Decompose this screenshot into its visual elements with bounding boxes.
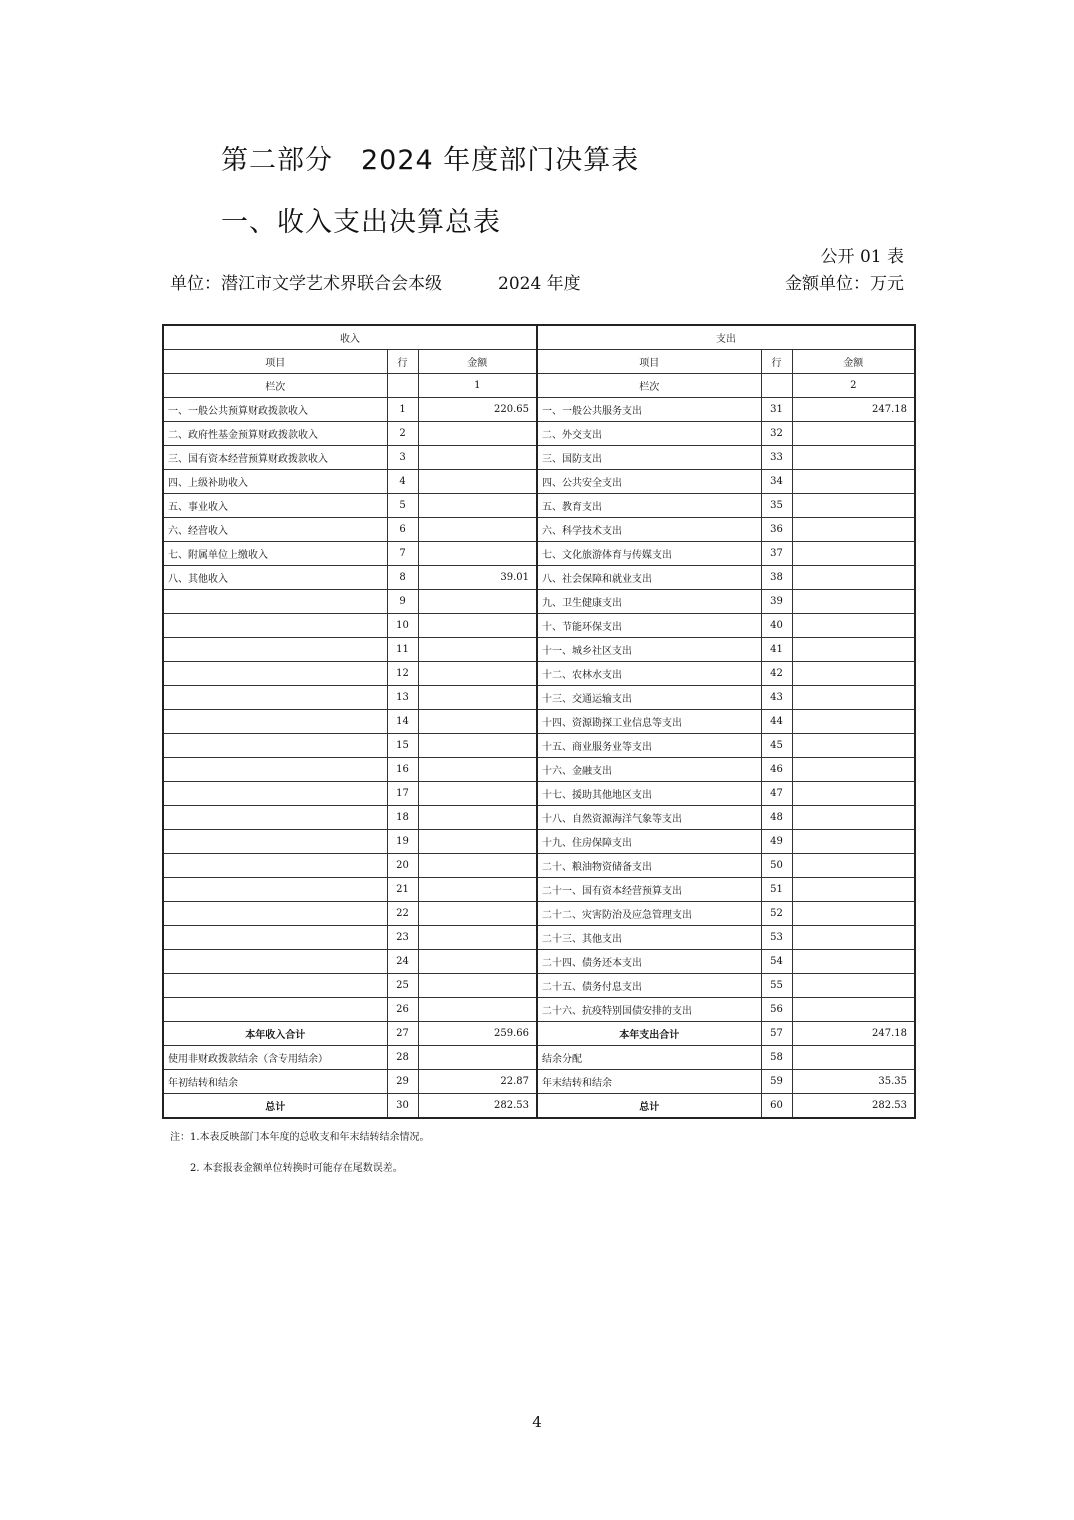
- income-amount-cell: [418, 806, 537, 830]
- expense-row-number-cell: 36: [761, 518, 792, 542]
- income-amount-cell: [418, 950, 537, 974]
- income-amount-header: 金额: [418, 350, 537, 374]
- expense-row-number-cell: 32: [761, 422, 792, 446]
- income-item-cell: [163, 734, 387, 758]
- expense-amount-cell: [792, 446, 915, 470]
- expense-amount-cell: [792, 494, 915, 518]
- expense-amount-cell: [792, 686, 915, 710]
- expense-item-cell: 总计: [537, 1094, 761, 1119]
- table-row: [163, 686, 915, 710]
- income-item-cell: 年初结转和结余: [163, 1070, 387, 1094]
- expense-row-number-cell: 48: [761, 806, 792, 830]
- table-row: [163, 662, 915, 686]
- table-row: [163, 494, 915, 518]
- table-row: [163, 974, 915, 998]
- expense-row-number-cell: 43: [761, 686, 792, 710]
- income-amount-cell: [418, 446, 537, 470]
- expense-row-number-cell: 56: [761, 998, 792, 1022]
- expense-row-number-cell: 44: [761, 710, 792, 734]
- table-row: [163, 590, 915, 614]
- expense-item-cell: 本年支出合计: [537, 1022, 761, 1046]
- expense-row-number-cell: 41: [761, 638, 792, 662]
- expense-item-cell: 六、科学技术支出: [537, 518, 761, 542]
- page-title: 第二部分 2024 年度部门决算表: [221, 145, 640, 176]
- income-row-number-cell: 27: [387, 1022, 418, 1046]
- expense-amount-cell: [792, 614, 915, 638]
- expense-item-cell: 十四、资源勘探工业信息等支出: [537, 710, 761, 734]
- expense-item-cell: 二十三、其他支出: [537, 926, 761, 950]
- income-item-cell: 使用非财政拨款结余（含专用结余）: [163, 1046, 387, 1070]
- table-row: [163, 638, 915, 662]
- income-row-number-cell: 28: [387, 1046, 418, 1070]
- expense-amount-cell: [792, 854, 915, 878]
- income-amount-cell: [418, 734, 537, 758]
- expense-item-cell: 二十一、国有资本经营预算支出: [537, 878, 761, 902]
- expense-amount-cell: 247.18: [792, 1022, 915, 1046]
- expense-item-cell: 十八、自然资源海洋气象等支出: [537, 806, 761, 830]
- expense-item-cell: 七、文化旅游体育与传媒支出: [537, 542, 761, 566]
- income-amount-cell: 220.65: [418, 398, 537, 422]
- income-amount-cell: [418, 470, 537, 494]
- table-row: [163, 710, 915, 734]
- income-item-cell: [163, 854, 387, 878]
- income-row-number-cell: 21: [387, 878, 418, 902]
- income-amount-cell: [418, 974, 537, 998]
- table-row: [163, 566, 915, 590]
- income-item-cell: [163, 902, 387, 926]
- table-row: [163, 1046, 915, 1070]
- income-row-number-cell: 18: [387, 806, 418, 830]
- income-header: 收入: [163, 325, 537, 350]
- expense-amount-cell: 35.35: [792, 1070, 915, 1094]
- income-amount-cell: [418, 518, 537, 542]
- income-amount-cell: [418, 854, 537, 878]
- income-amount-cell: [418, 998, 537, 1022]
- income-row-number-cell: 11: [387, 638, 418, 662]
- income-row-number-cell: 17: [387, 782, 418, 806]
- table-row: [163, 1094, 915, 1119]
- income-amount-cell: [418, 902, 537, 926]
- income-amount-cell: [418, 542, 537, 566]
- table-row: [163, 518, 915, 542]
- income-row-number-cell: 7: [387, 542, 418, 566]
- expense-amount-cell: [792, 590, 915, 614]
- expense-item-cell: 一、一般公共服务支出: [537, 398, 761, 422]
- expense-amount-cell: [792, 950, 915, 974]
- income-row-number-cell: 12: [387, 662, 418, 686]
- income-row-number-cell: 22: [387, 902, 418, 926]
- income-item-cell: 三、国有资本经营预算财政拨款收入: [163, 446, 387, 470]
- expense-row-number-cell: 40: [761, 614, 792, 638]
- table-column-header-row: [163, 350, 915, 374]
- expense-amount-cell: [792, 998, 915, 1022]
- income-row-number-cell: 23: [387, 926, 418, 950]
- expense-amount-cell: [792, 566, 915, 590]
- expense-amount-cell: [792, 782, 915, 806]
- expense-amount-cell: [792, 926, 915, 950]
- income-item-cell: [163, 638, 387, 662]
- expense-lanci-number: 2: [792, 374, 915, 398]
- income-item-cell: [163, 686, 387, 710]
- expense-amount-cell: [792, 902, 915, 926]
- expense-item-cell: 十三、交通运输支出: [537, 686, 761, 710]
- income-amount-cell: [418, 878, 537, 902]
- income-item-cell: [163, 878, 387, 902]
- table-row: [163, 446, 915, 470]
- income-row-header: 行: [387, 350, 418, 374]
- expense-row-number-cell: 50: [761, 854, 792, 878]
- expense-amount-cell: [792, 974, 915, 998]
- expense-amount-cell: [792, 1046, 915, 1070]
- year-label: 2024 年度: [498, 274, 581, 294]
- expense-item-cell: 十五、商业服务业等支出: [537, 734, 761, 758]
- table-row: [163, 422, 915, 446]
- table-row: [163, 998, 915, 1022]
- expense-row-number-cell: 57: [761, 1022, 792, 1046]
- expense-row-header: 行: [761, 350, 792, 374]
- expense-amount-cell: 282.53: [792, 1094, 915, 1119]
- table-row: [163, 878, 915, 902]
- income-item-cell: [163, 926, 387, 950]
- income-amount-cell: [418, 1046, 537, 1070]
- income-amount-cell: [418, 782, 537, 806]
- income-item-cell: [163, 806, 387, 830]
- expense-row-number-cell: 35: [761, 494, 792, 518]
- expense-row-number-cell: 45: [761, 734, 792, 758]
- expense-item-cell: 五、教育支出: [537, 494, 761, 518]
- table-row: [163, 854, 915, 878]
- expense-item-cell: 二、外交支出: [537, 422, 761, 446]
- table-row: [163, 950, 915, 974]
- expense-item-cell: 二十二、灾害防治及应急管理支出: [537, 902, 761, 926]
- expense-amount-cell: [792, 542, 915, 566]
- table-row: [163, 1022, 915, 1046]
- income-row-number-cell: 9: [387, 590, 418, 614]
- table-row: [163, 470, 915, 494]
- table-section-header-row: [163, 325, 915, 350]
- income-amount-cell: [418, 614, 537, 638]
- income-amount-cell: 282.53: [418, 1094, 537, 1119]
- table-row: [163, 758, 915, 782]
- income-row-number-cell: 14: [387, 710, 418, 734]
- income-item-cell: 七、附属单位上缴收入: [163, 542, 387, 566]
- expense-amount-cell: [792, 830, 915, 854]
- expense-item-cell: 二十四、债务还本支出: [537, 950, 761, 974]
- expense-row-number-cell: 53: [761, 926, 792, 950]
- table-row: [163, 830, 915, 854]
- expense-amount-header: 金额: [792, 350, 915, 374]
- expense-item-cell: 年末结转和结余: [537, 1070, 761, 1094]
- income-item-cell: [163, 614, 387, 638]
- income-item-cell: [163, 590, 387, 614]
- income-item-cell: [163, 998, 387, 1022]
- income-row-number-cell: 1: [387, 398, 418, 422]
- income-row-number-cell: 25: [387, 974, 418, 998]
- expense-amount-cell: [792, 638, 915, 662]
- expense-row-number-cell: 39: [761, 590, 792, 614]
- money-unit-label: 金额单位：万元: [785, 274, 904, 294]
- expense-row-number-cell: 58: [761, 1046, 792, 1070]
- table-row: [163, 806, 915, 830]
- income-item-cell: [163, 710, 387, 734]
- expense-row-number-cell: 47: [761, 782, 792, 806]
- income-row-number-cell: 16: [387, 758, 418, 782]
- expense-row-number-cell: 33: [761, 446, 792, 470]
- expense-row-number-cell: 55: [761, 974, 792, 998]
- income-row-number-cell: 10: [387, 614, 418, 638]
- expense-amount-cell: [792, 878, 915, 902]
- table-row: [163, 1070, 915, 1094]
- expense-item-cell: 四、公共安全支出: [537, 470, 761, 494]
- income-row-number-cell: 3: [387, 446, 418, 470]
- income-amount-cell: 39.01: [418, 566, 537, 590]
- income-row-number-cell: 8: [387, 566, 418, 590]
- expense-lanci-label: 栏次: [537, 374, 761, 398]
- page-number: 4: [532, 1413, 542, 1431]
- income-amount-cell: 259.66: [418, 1022, 537, 1046]
- expense-amount-cell: [792, 422, 915, 446]
- income-row-number-cell: 19: [387, 830, 418, 854]
- expense-item-cell: 十一、城乡社区支出: [537, 638, 761, 662]
- income-item-cell: 一、一般公共预算财政拨款收入: [163, 398, 387, 422]
- income-lanci-empty: [387, 374, 418, 398]
- expense-amount-cell: [792, 758, 915, 782]
- expense-row-number-cell: 52: [761, 902, 792, 926]
- table-row: [163, 902, 915, 926]
- unit-label: 单位：潜江市文学艺术界联合会本级: [170, 274, 442, 294]
- expense-amount-cell: [792, 662, 915, 686]
- expense-row-number-cell: 37: [761, 542, 792, 566]
- income-item-cell: 总计: [163, 1094, 387, 1119]
- expense-row-number-cell: 51: [761, 878, 792, 902]
- form-number: 公开 01 表: [820, 247, 904, 267]
- income-row-number-cell: 26: [387, 998, 418, 1022]
- income-amount-cell: [418, 638, 537, 662]
- income-amount-cell: 22.87: [418, 1070, 537, 1094]
- table-row: [163, 614, 915, 638]
- expense-item-cell: 十七、援助其他地区支出: [537, 782, 761, 806]
- expense-amount-cell: [792, 734, 915, 758]
- income-amount-cell: [418, 686, 537, 710]
- income-row-number-cell: 29: [387, 1070, 418, 1094]
- expense-item-cell: 十六、金融支出: [537, 758, 761, 782]
- income-amount-cell: [418, 422, 537, 446]
- table-row: [163, 926, 915, 950]
- expense-item-cell: 二十、粮油物资储备支出: [537, 854, 761, 878]
- expense-item-cell: 二十五、债务付息支出: [537, 974, 761, 998]
- budget-table: [162, 324, 916, 1119]
- income-lanci-number: 1: [418, 374, 537, 398]
- income-amount-cell: [418, 590, 537, 614]
- income-row-number-cell: 4: [387, 470, 418, 494]
- expense-row-number-cell: 60: [761, 1094, 792, 1119]
- expense-item-header: 项目: [537, 350, 761, 374]
- expense-row-number-cell: 31: [761, 398, 792, 422]
- income-row-number-cell: 13: [387, 686, 418, 710]
- income-amount-cell: [418, 758, 537, 782]
- income-amount-cell: [418, 830, 537, 854]
- expense-amount-cell: [792, 806, 915, 830]
- expense-lanci-empty: [761, 374, 792, 398]
- income-item-cell: 本年收入合计: [163, 1022, 387, 1046]
- income-row-number-cell: 24: [387, 950, 418, 974]
- note-1: 注：1.本表反映部门本年度的总收支和年末结转结余情况。: [170, 1132, 430, 1143]
- income-item-header: 项目: [163, 350, 387, 374]
- income-row-number-cell: 20: [387, 854, 418, 878]
- table-row: [163, 398, 915, 422]
- income-row-number-cell: 5: [387, 494, 418, 518]
- expense-amount-cell: [792, 518, 915, 542]
- expense-item-cell: 二十六、抗疫特别国债安排的支出: [537, 998, 761, 1022]
- income-lanci-label: 栏次: [163, 374, 387, 398]
- expense-row-number-cell: 59: [761, 1070, 792, 1094]
- income-item-cell: [163, 782, 387, 806]
- table-lanci-row: [163, 374, 915, 398]
- expense-item-cell: 八、社会保障和就业支出: [537, 566, 761, 590]
- expense-row-number-cell: 38: [761, 566, 792, 590]
- income-item-cell: [163, 974, 387, 998]
- expense-row-number-cell: 34: [761, 470, 792, 494]
- income-item-cell: 八、其他收入: [163, 566, 387, 590]
- expense-amount-cell: 247.18: [792, 398, 915, 422]
- expense-row-number-cell: 49: [761, 830, 792, 854]
- income-amount-cell: [418, 710, 537, 734]
- expense-item-cell: 十二、农林水支出: [537, 662, 761, 686]
- income-item-cell: 六、经营收入: [163, 518, 387, 542]
- expense-row-number-cell: 54: [761, 950, 792, 974]
- income-item-cell: [163, 758, 387, 782]
- table-row: [163, 782, 915, 806]
- income-row-number-cell: 15: [387, 734, 418, 758]
- income-item-cell: 五、事业收入: [163, 494, 387, 518]
- income-item-cell: [163, 662, 387, 686]
- expense-row-number-cell: 42: [761, 662, 792, 686]
- income-amount-cell: [418, 926, 537, 950]
- table-row: [163, 734, 915, 758]
- income-item-cell: [163, 950, 387, 974]
- income-item-cell: [163, 830, 387, 854]
- expense-item-cell: 十九、住房保障支出: [537, 830, 761, 854]
- income-amount-cell: [418, 662, 537, 686]
- expense-item-cell: 三、国防支出: [537, 446, 761, 470]
- income-item-cell: 二、政府性基金预算财政拨款收入: [163, 422, 387, 446]
- income-amount-cell: [418, 494, 537, 518]
- expense-item-cell: 九、卫生健康支出: [537, 590, 761, 614]
- table-row: [163, 542, 915, 566]
- expense-amount-cell: [792, 710, 915, 734]
- expense-item-cell: 十、节能环保支出: [537, 614, 761, 638]
- income-row-number-cell: 6: [387, 518, 418, 542]
- income-item-cell: 四、上级补助收入: [163, 470, 387, 494]
- table-title: 一、收入支出决算总表: [221, 207, 501, 238]
- note-2: 2. 本套报表金额单位转换时可能存在尾数误差。: [190, 1163, 403, 1174]
- expense-header: 支出: [537, 325, 915, 350]
- income-row-number-cell: 30: [387, 1094, 418, 1119]
- expense-row-number-cell: 46: [761, 758, 792, 782]
- expense-item-cell: 结余分配: [537, 1046, 761, 1070]
- income-row-number-cell: 2: [387, 422, 418, 446]
- expense-amount-cell: [792, 470, 915, 494]
